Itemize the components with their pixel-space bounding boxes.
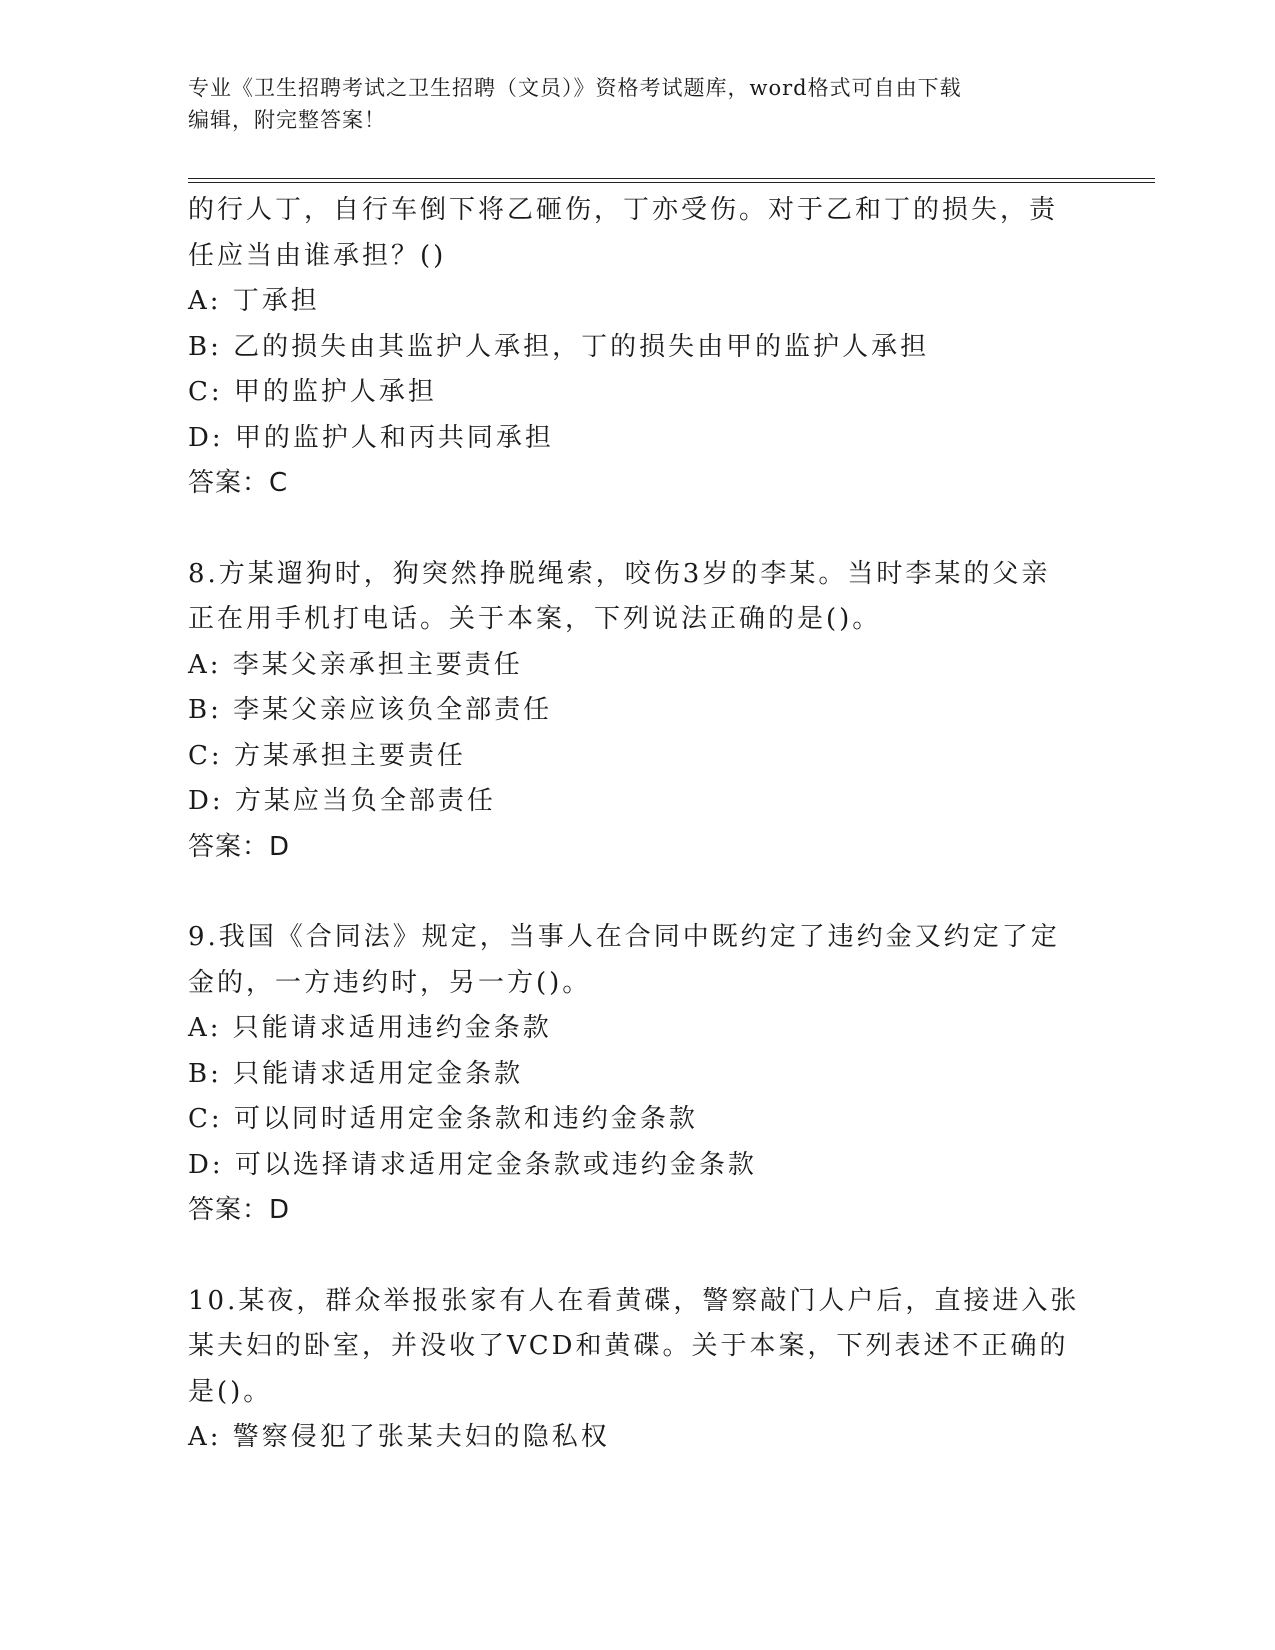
option-c: C: 方某承担主要责任 [188,740,466,771]
option-b: B: 李某父亲应该负全部责任 [188,695,553,725]
option-c: C: 甲的监护人承担 [188,377,437,407]
question-9 [188,915,1088,1234]
answer-line: 答案：D [188,831,291,862]
header-line-2: 编辑，附完整答案！ [188,108,386,132]
header-line-1: 专业《卫生招聘考试之卫生招聘（文员）》资格考试题库，word格式可自由下载 [188,76,962,100]
question-stem-line: 的行人丁，自行车倒下将乙砸伤，丁亦受伤。对于乙和丁的损失，责 [188,195,1059,225]
header-divider [188,178,1155,183]
question-stem-line: 10.某夜，群众举报张家有人在看黄碟，警察敲门人户后，直接进入张 [188,1285,1080,1316]
option-c: C: 可以同时适用定金条款和违约金条款 [188,1104,698,1134]
question-stem-line: 是()。 [188,1376,273,1407]
option-b: B: 乙的损失由其监护人承担，丁的损失由甲的监护人承担 [188,331,930,362]
page-header [188,72,1088,136]
option-a: A: 丁承担 [188,286,320,316]
option-d: D: 方某应当负全部责任 [188,786,496,816]
question-stem-line: 9.我国《合同法》规定，当事人在合同中既约定了违约金又约定了定 [188,922,1060,952]
option-d: D: 甲的监护人和丙共同承担 [188,422,554,453]
question-list [188,188,1088,1506]
question-stem-line: 某夫妇的卧室，并没收了VCD和黄碟。关于本案，下列表述不正确的 [188,1331,1069,1361]
question-stem-line: 正在用手机打电话。关于本案，下列说法正确的是()。 [188,604,882,634]
question-10 [188,1279,1088,1461]
option-a: A: 警察侵犯了张某夫妇的隐私权 [188,1422,610,1452]
option-a: A: 只能请求适用违约金条款 [188,1013,552,1043]
option-b: B: 只能请求适用定金条款 [188,1058,524,1089]
question-stem-line: 任应当由谁承担？() [188,240,447,271]
question-stem-line: 金的，一方违约时，另一方()。 [188,967,592,998]
question-stem-line: 8.方某遛狗时，狗突然挣脱绳索，咬伤3岁的李某。当时李某的父亲 [188,558,1051,589]
option-d: D: 可以选择请求适用定金条款或违约金条款 [188,1149,757,1180]
answer-line: 答案：D [188,1195,291,1225]
question-8 [188,552,1088,871]
answer-line: 答案：C [188,468,289,498]
option-a: A: 李某父亲承担主要责任 [188,649,523,680]
question-7 [188,188,1088,507]
